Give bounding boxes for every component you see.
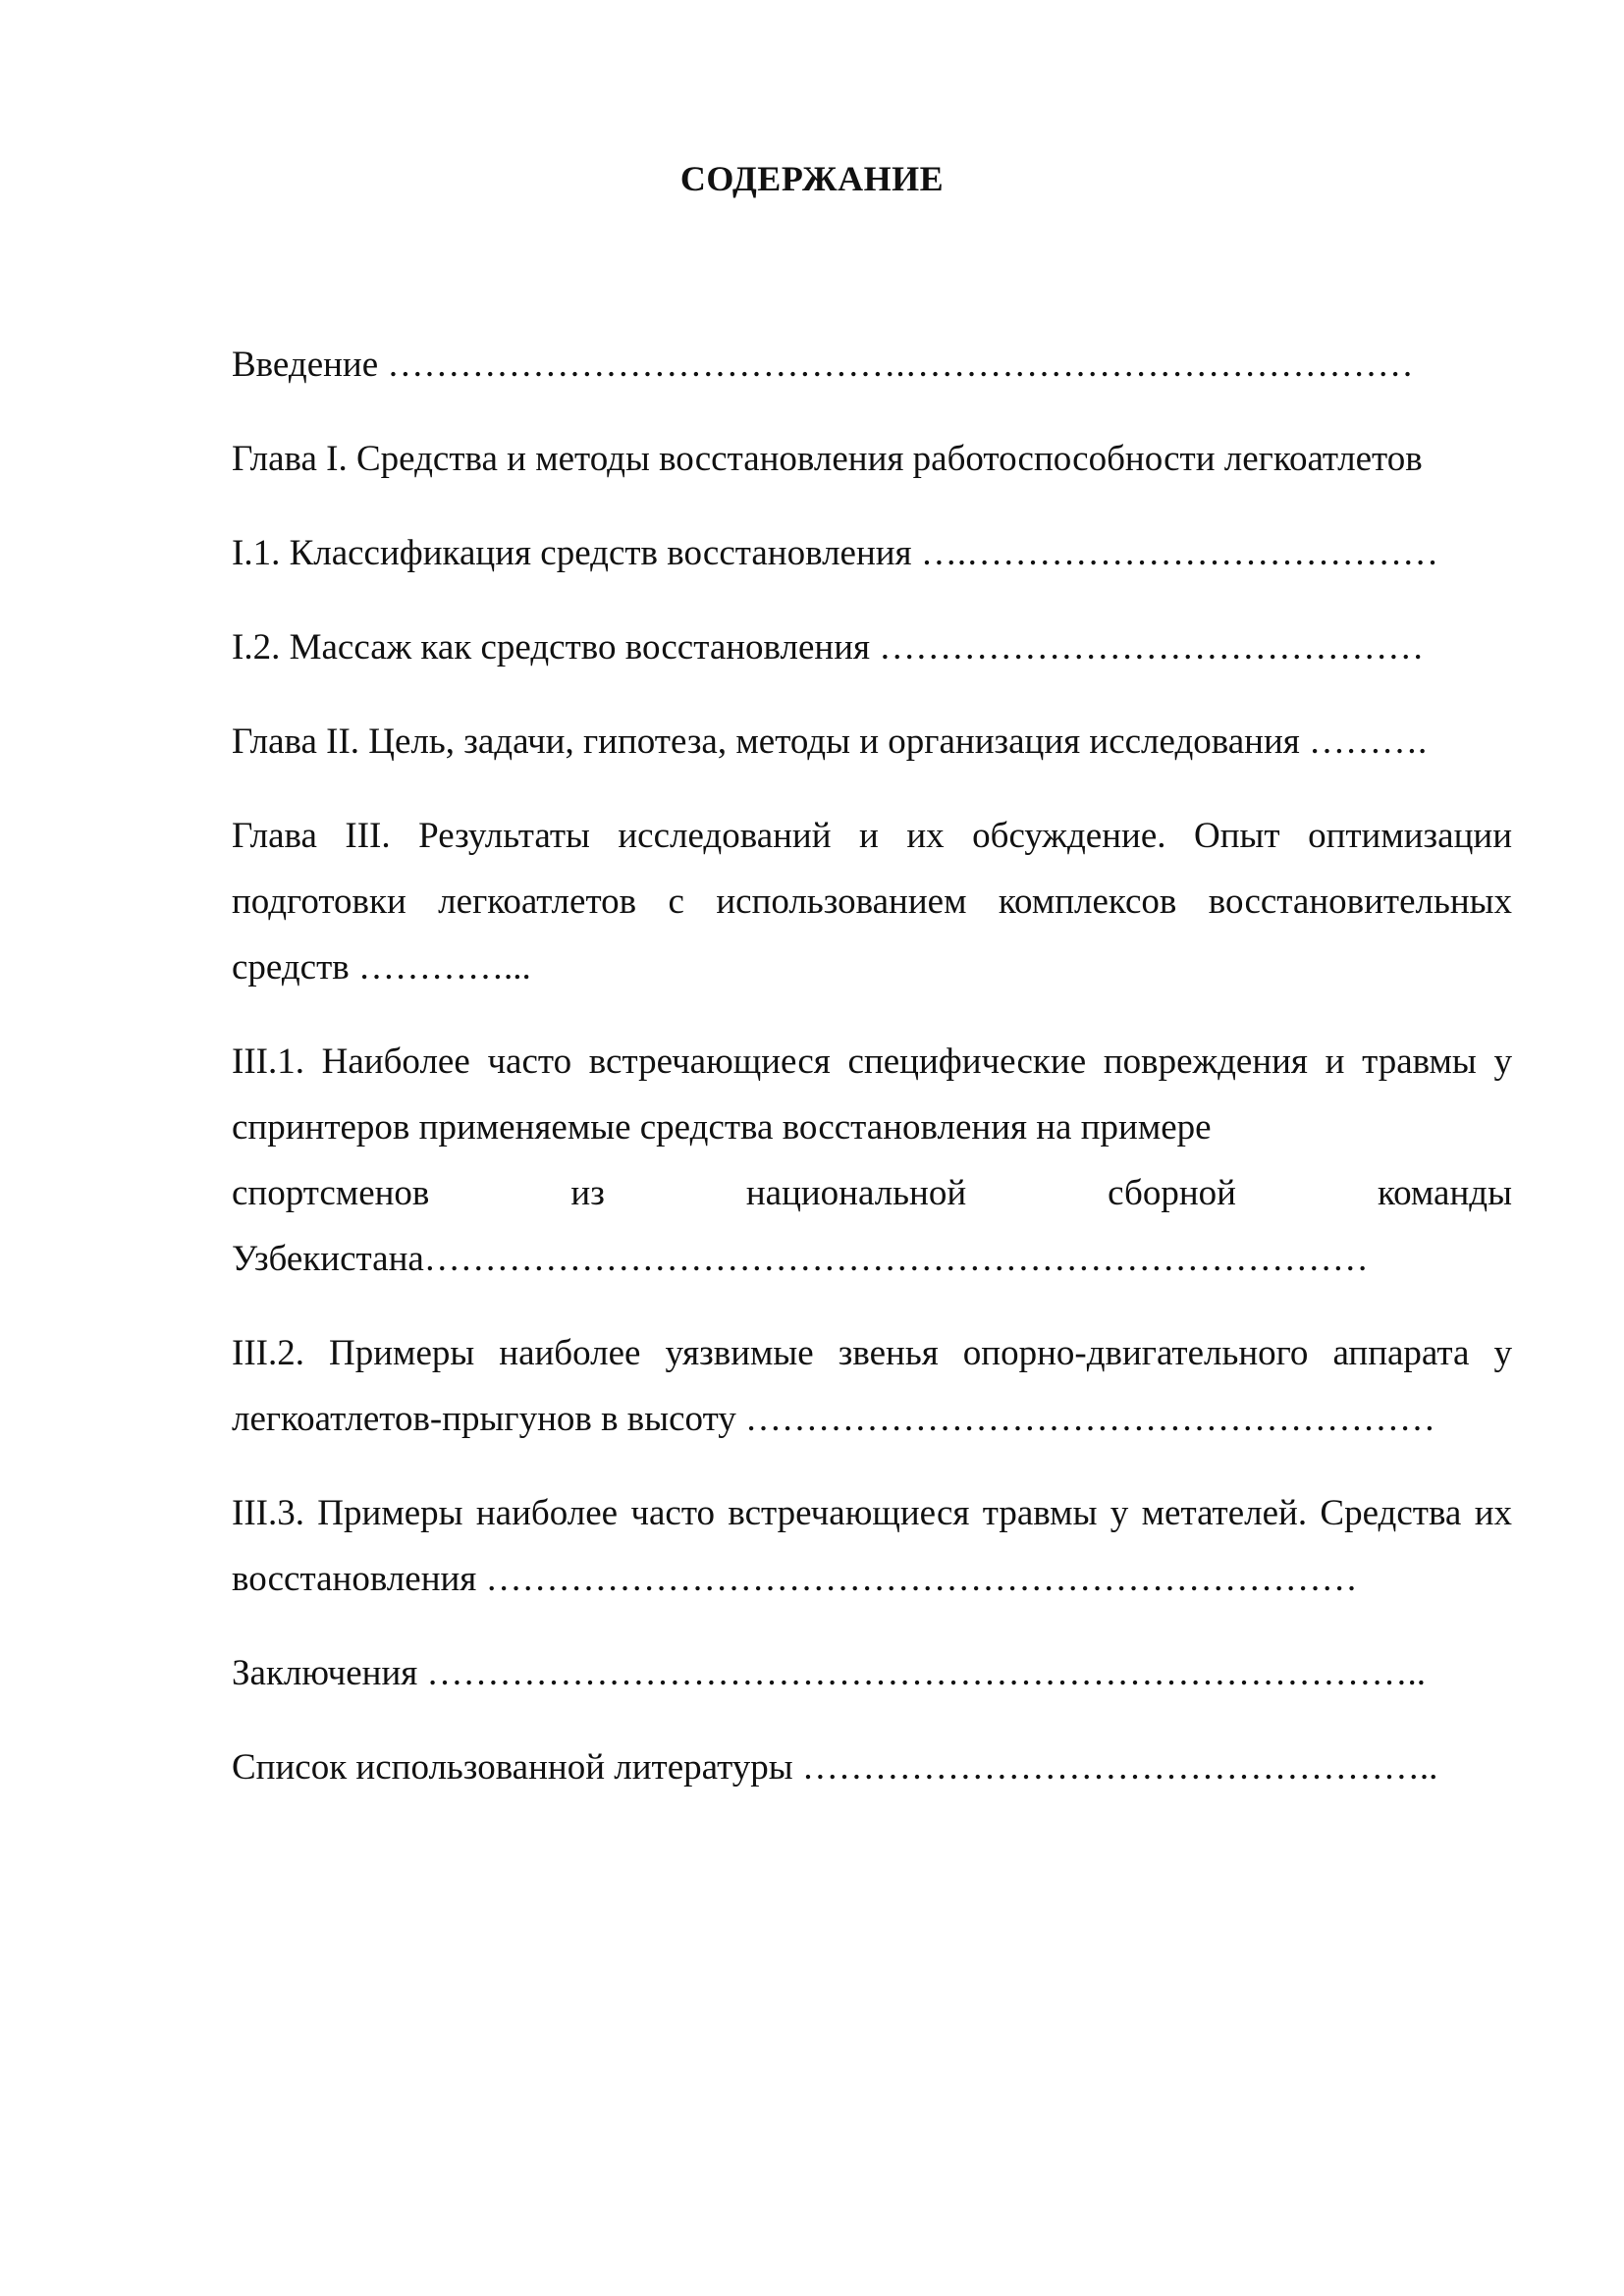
toc-entry-section-3-2: III.2. Примеры наиболее уязвимые звенья опорно-двигательного аппарата у легкоатлетов-прыгунов в высоту …………………………………………………: [232, 1333, 1512, 1439]
toc-entry-section-1-2: I.2. Массаж как средство восстановления ………………………………………: [232, 627, 1425, 667]
toc-entry-section-3-1-line-1: III.1. Наиболее часто встречающиеся специфические повреждения и травмы у спринтеров применяемые средства восстановления на примере: [232, 1041, 1512, 1148]
toc-entry-introduction: Введение …………………………………….……………………………………: [232, 345, 1414, 385]
toc-word: национальной: [745, 1173, 967, 1213]
toc-entry-chapter-3: Глава III. Результаты исследований и их обсуждение. Опыт оптимизации подготовки легкоатлетов с использованием комплексов восстановительных средств …………...: [232, 816, 1512, 988]
toc-entry-section-3-1-line-3: Узбекистана……………………………………………………………………: [232, 1239, 1369, 1279]
toc-entry-section-3-1-line-2: [232, 1160, 1512, 1226]
toc-word: сборной: [1108, 1173, 1236, 1213]
toc-entry-chapter-1: Глава I. Средства и методы восстановления работоспособности легкоатлетов: [232, 439, 1423, 479]
toc-entry-section-3-3: III.3. Примеры наиболее часто встречающиеся травмы у метателей. Средства их восстановления ………………………………………………………………: [232, 1493, 1512, 1599]
toc-word: из: [570, 1173, 605, 1213]
toc-word: спортсменов: [232, 1173, 430, 1213]
table-of-contents: [232, 332, 1512, 1829]
toc-word: команды: [1378, 1173, 1512, 1213]
toc-entry-references: Список использованной литературы ……………………………………………..: [232, 1747, 1438, 1788]
toc-entry-section-3-1: [232, 1029, 1512, 1292]
toc-entry-chapter-2: Глава II. Цель, задачи, гипотеза, методы и организация исследования ……….: [232, 721, 1428, 762]
toc-entry-section-1-1: I.1. Классификация средств восстановления ….…………………………………: [232, 533, 1439, 573]
page-title: СОДЕРЖАНИЕ: [679, 159, 945, 198]
toc-entry-conclusions: Заключения ………………………………………………………………………..: [232, 1653, 1427, 1693]
